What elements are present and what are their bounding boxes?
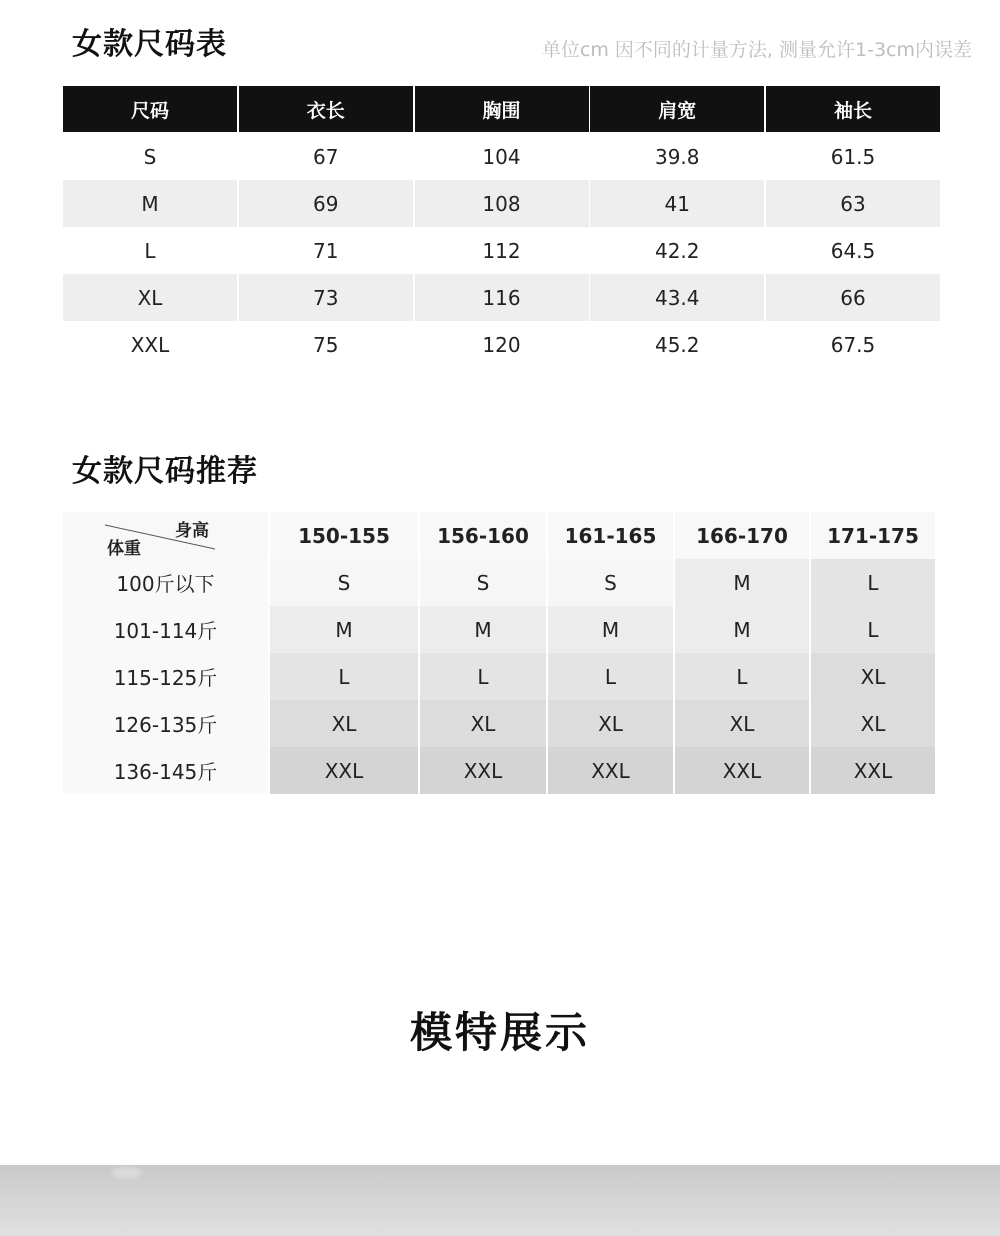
table-cell: L xyxy=(675,653,809,700)
table-cell: 108 xyxy=(415,180,589,227)
table-row xyxy=(63,274,937,321)
table-row xyxy=(63,653,937,700)
weight-label: 115-125斤 xyxy=(63,653,268,700)
table-cell: XL xyxy=(811,700,935,747)
table-cell: XXL xyxy=(270,747,418,794)
table-cell: XL xyxy=(270,700,418,747)
header-size: 尺码 xyxy=(63,86,237,132)
table-row xyxy=(63,700,937,747)
model-showcase-heading: 模特展示 xyxy=(409,1008,590,1057)
table-cell: XXL xyxy=(130,332,170,357)
table-cell: 69 xyxy=(239,180,413,227)
table-row xyxy=(63,133,937,180)
table-cell: 73 xyxy=(239,274,413,321)
height-header: 161-165 xyxy=(548,512,673,560)
table-cell: M xyxy=(548,606,673,653)
table-cell: XL xyxy=(675,700,809,747)
weight-label: 101-114斤 xyxy=(63,606,268,653)
table-cell: L xyxy=(811,559,935,606)
table-cell: XL xyxy=(548,700,673,747)
table-row xyxy=(63,559,937,606)
table-cell: 39.8 xyxy=(654,144,700,169)
table-cell: S xyxy=(270,559,418,606)
model-photo xyxy=(0,1165,1000,1236)
table-cell: 67.5 xyxy=(830,332,876,357)
height-header: 166-170 xyxy=(675,512,809,560)
size-recommend-title: 女款尺码推荐 xyxy=(72,454,258,489)
table-cell: 112 xyxy=(482,238,521,263)
table-cell: XXL xyxy=(548,747,673,794)
table-cell: L xyxy=(270,653,418,700)
header-length: 衣长 xyxy=(239,86,413,132)
table-cell: 41 xyxy=(590,180,764,227)
table-cell: M xyxy=(420,606,546,653)
table-cell: 42.2 xyxy=(654,238,700,263)
header-sleeve: 袖长 xyxy=(766,86,940,132)
corner-height-label: 身高 xyxy=(175,521,209,541)
table-cell: S xyxy=(420,559,546,606)
corner-weight-label: 体重 xyxy=(107,539,141,559)
weight-label: 100斤以下 xyxy=(63,559,268,606)
table-cell: 64.5 xyxy=(830,238,876,263)
table-cell: S xyxy=(143,144,157,169)
table-row xyxy=(63,227,937,274)
table-cell: 104 xyxy=(482,144,521,169)
table-row xyxy=(63,321,937,368)
size-recommend-table xyxy=(63,512,937,794)
weight-label: 126-135斤 xyxy=(63,700,268,747)
table-cell: L xyxy=(811,606,935,653)
header-chest: 胸围 xyxy=(415,86,589,132)
table-cell: L xyxy=(144,238,156,263)
table-cell: 61.5 xyxy=(830,144,876,169)
table-cell: M xyxy=(270,606,418,653)
table-cell: M xyxy=(63,180,237,227)
table-cell: 45.2 xyxy=(654,332,700,357)
table-cell: XXL xyxy=(811,747,935,794)
height-header: 171-175 xyxy=(811,512,935,560)
table-cell: L xyxy=(548,653,673,700)
corner-cell xyxy=(63,512,268,560)
table-cell: XL xyxy=(811,653,935,700)
height-header: 150-155 xyxy=(270,512,418,560)
table-cell: XXL xyxy=(420,747,546,794)
table-cell: 71 xyxy=(313,238,339,263)
header-shoulder: 肩宽 xyxy=(590,86,764,132)
table-cell: XXL xyxy=(675,747,809,794)
table-cell: 43.4 xyxy=(590,274,764,321)
photo-highlight xyxy=(112,1167,142,1179)
table-row xyxy=(63,747,937,794)
table-cell: XL xyxy=(63,274,237,321)
table-cell: S xyxy=(548,559,673,606)
size-chart-title: 女款尺码表 xyxy=(72,27,227,62)
recommend-header-row xyxy=(63,512,937,559)
table-row xyxy=(63,180,937,227)
table-cell: M xyxy=(675,559,809,606)
table-cell: M xyxy=(675,606,809,653)
table-row xyxy=(63,606,937,653)
table-cell: L xyxy=(420,653,546,700)
table-cell: 66 xyxy=(766,274,940,321)
table-cell: 67 xyxy=(313,144,339,169)
size-chart-header-row xyxy=(63,86,937,133)
size-chart-table xyxy=(63,86,937,368)
weight-label: 136-145斤 xyxy=(63,747,268,794)
table-cell: 120 xyxy=(482,332,521,357)
table-cell: 75 xyxy=(313,332,339,357)
measurement-note: 单位cm 因不同的计量方法, 测量允许1-3cm内误差 xyxy=(541,39,972,61)
table-cell: 116 xyxy=(415,274,589,321)
table-cell: 63 xyxy=(766,180,940,227)
table-cell: XL xyxy=(420,700,546,747)
height-header: 156-160 xyxy=(420,512,546,560)
